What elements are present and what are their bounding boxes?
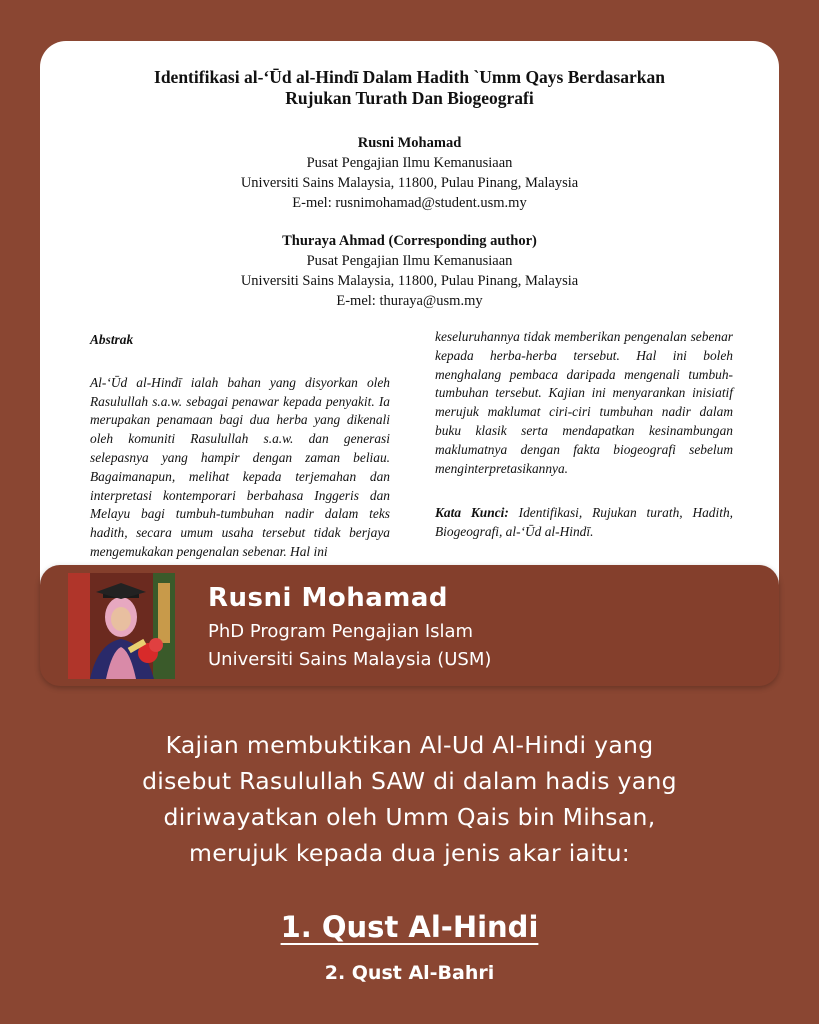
abstract-text-right: keseluruhannya tidak memberikan pengenalan sebenar kepada herba-herba tersebut. Hal ini boleh menghalang pembaca daripada mengenali tumbuh-tumbuhan tersebut. Kajian ini menyarankan inisiatif merujuk maklumat ciri-ciri tumbuhan nadir dalam buku klasik serta mendapatkan kesinambungan maklumatnya dengan fakta biogeografi sebelum menginterpretasikannya. bbox=[435, 329, 733, 476]
summary-line1: Kajian membuktikan Al-Ud Al-Hindi yang bbox=[165, 731, 654, 759]
author1-email: E-mel: rusnimohamad@student.usm.my bbox=[292, 195, 527, 211]
abstract-text-left: Al-‘Ūd al-Hindī ialah bahan yang disyorkan oleh Rasulullah s.a.w. sebagai penawar kepada penyakit. Ia merupakan penamaan bagi dua herba yang dikenali oleh komuniti Rasulullah s.a.w. dan generasi selepasnya yang hampir dengan zaman beliau. Bagaimanapun, melihat kepada terjemahan dan interpretasi kontemporari berbahasa Inggeris dan Melayu bagi tumbuh-tumbuhan nadir dalam teks hadith, secara umum usaha tersebut tidak berjaya mengemukakan pengenalan sebenar. Hal ini bbox=[90, 374, 390, 559]
summary-text bbox=[40, 727, 779, 871]
keywords-label: Kata Kunci: bbox=[435, 505, 509, 521]
author1-dept: Pusat Pengajian Ilmu Kemanusiaan bbox=[306, 155, 513, 171]
author2-university: Universiti Sains Malaysia, 11800, Pulau Pinang, Malaysia bbox=[240, 273, 579, 289]
author-banner bbox=[40, 565, 779, 686]
summary-line2: disebut Rasulullah SAW di dalam hadis yang bbox=[142, 767, 677, 795]
author2-dept: Pusat Pengajian Ilmu Kemanusiaan bbox=[306, 253, 513, 269]
author-photo bbox=[68, 573, 175, 679]
author2-block bbox=[40, 231, 779, 311]
abstract-left-column bbox=[90, 331, 390, 562]
banner-program: PhD Program Pengajian Islam bbox=[208, 621, 474, 642]
paper-title bbox=[40, 67, 779, 109]
author2-email: E-mel: thuraya@usm.my bbox=[336, 293, 483, 309]
author1-university: Universiti Sains Malaysia, 11800, Pulau Pinang, Malaysia bbox=[240, 175, 579, 191]
banner-university: Universiti Sains Malaysia (USM) bbox=[208, 649, 492, 670]
abstract-right-column bbox=[435, 328, 733, 542]
root-list-item-1: 1. Qust Al-Hindi bbox=[280, 910, 539, 944]
paper-title-line2: Rujukan Turath Dan Biogeografi bbox=[285, 88, 534, 108]
author1-block bbox=[40, 133, 779, 213]
author-portrait-image bbox=[68, 573, 175, 679]
keywords bbox=[435, 504, 733, 542]
summary-line3: diriwayatkan oleh Umm Qais bin Mihsan, bbox=[163, 803, 656, 831]
keywords-text: Identifikasi, Rujukan turath, Hadith, Biogeografi, al-‘Ūd al-Hindī. bbox=[435, 505, 733, 540]
summary-line4: merujuk kepada dua jenis akar iaitu: bbox=[189, 839, 630, 867]
banner-author-name: Rusni Mohamad bbox=[208, 583, 449, 613]
author1-name: Rusni Mohamad bbox=[357, 135, 462, 151]
paper-title-line1: Identifikasi al-‘Ūd al-Hindī Dalam Hadith `Umm Qays Berdasarkan bbox=[154, 67, 665, 87]
root-list-item-2: 2. Qust Al-Bahri bbox=[324, 962, 495, 984]
abstract-heading: Abstrak bbox=[90, 332, 134, 347]
author2-name: Thuraya Ahmad (Corresponding author) bbox=[282, 233, 537, 249]
